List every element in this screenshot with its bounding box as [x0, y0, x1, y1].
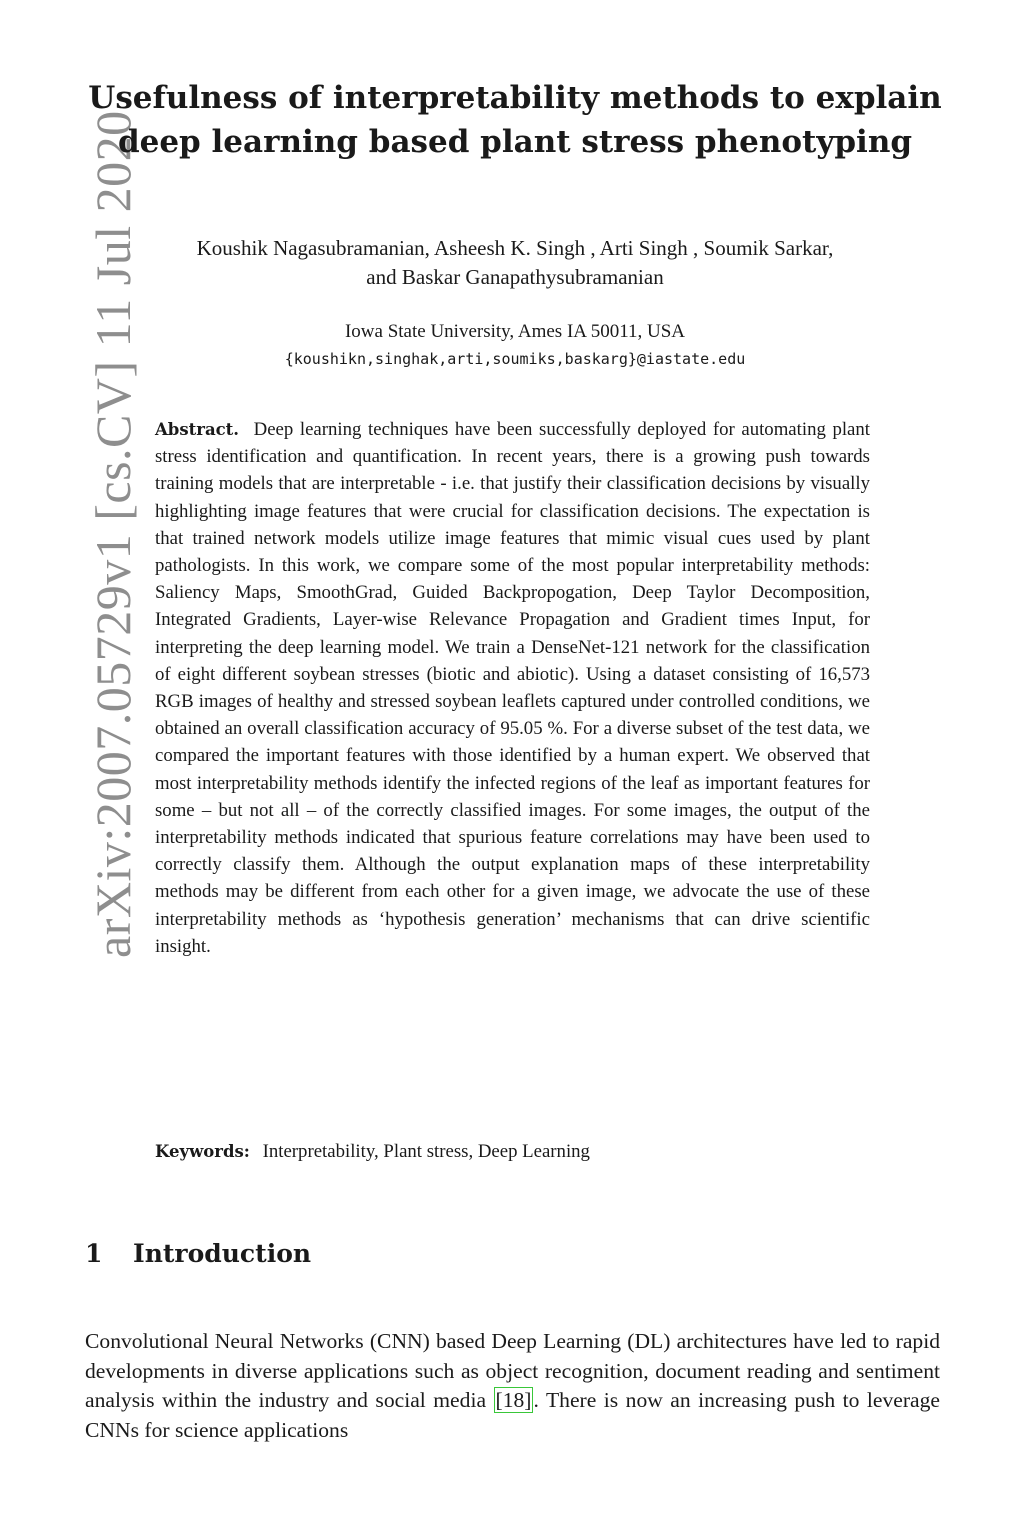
- title-line-1: Usefulness of interpretability methods to explain: [88, 80, 942, 116]
- keywords: [155, 1138, 870, 1165]
- keywords-text: Interpretability, Plant stress, Deep Learning: [262, 1141, 590, 1162]
- intro-text-before-citation: Convolutional Neural Networks (CNN) based Deep Learning (DL) architectures have led to rapid developments in diverse applications such as object recognition, document reading and sentiment analysis within the industry and social media: [85, 1329, 940, 1412]
- title-line-2: deep learning based plant stress phenotyping: [117, 124, 913, 160]
- affiliation: Iowa State University, Ames IA 50011, USA: [344, 321, 686, 342]
- section-number: 1: [85, 1239, 103, 1268]
- abstract: [155, 416, 870, 960]
- affiliation-block: [80, 318, 950, 373]
- keywords-label: Keywords:: [155, 1142, 250, 1161]
- paper-title: [80, 76, 950, 164]
- section-heading-introduction: [85, 1234, 311, 1274]
- section-title: Introduction: [133, 1239, 312, 1268]
- abstract-text: Deep learning techniques have been successfully deployed for automating plant stress identification and quantification. In recent years, there is a growing push towards training models that are interpretable - i.e. that justify their classification decisions by visually highlighting image features that were crucial for classification decisions. The expectation is that trained network models utilize image features that mimic visual cues used by plant pathologists. In this work, we compare some of the most popular interpretability methods: Saliency Maps, SmoothGrad, Guided Backpropogation, Deep Taylor Decomposition, Integrated Gradients, Layer-wise Relevance Propagation and Gradient times Input, for interpreting the deep learning model. We train a DenseNet-121 network for the classification of eight different soybean stresses (biotic and abiotic). Using a dataset consisting of 16,573 RGB images of healthy and stressed soybean leaflets captured under controlled conditions, we obtained an overall classification accuracy of 95.05 %. For a diverse subset of the test data, we compared the important features with those identified by a human expert. We observed that most interpretability methods identify the infected regions of the leaf as important features for some – but not all – of the correctly classified images. For some images, the output of the interpretability methods indicated that spurious feature correlations may have been used to correctly classify them. Although the output explanation maps of these interpretability methods may be different from each other for a given image, we advocate the use of these interpretability methods as ‘hypothesis generation’ mechanisms that can drive scientific insight.: [155, 419, 871, 957]
- citation-link[interactable]: [18]: [495, 1388, 532, 1412]
- introduction-paragraph: [85, 1327, 940, 1445]
- abstract-label: Abstract.: [155, 420, 240, 439]
- arxiv-identifier-stamp: [18, 98, 141, 958]
- arxiv-identifier-text: arXiv:2007.05729v1 [cs.CV] 11 Jul 2020: [85, 110, 141, 958]
- authors-line-2: and Baskar Ganapathysubramanian: [366, 265, 664, 289]
- author-list: [80, 234, 950, 292]
- authors-line-1: Koushik Nagasubramanian, Asheesh K. Singh , Arti Singh , Soumik Sarkar,: [196, 236, 834, 260]
- intro-text-after-citation: . There is now an increasing push to leverage CNNs for science applications: [85, 1388, 940, 1442]
- author-emails: {koushikn,singhak,arti,soumiks,baskarg}@iastate.edu: [284, 350, 746, 368]
